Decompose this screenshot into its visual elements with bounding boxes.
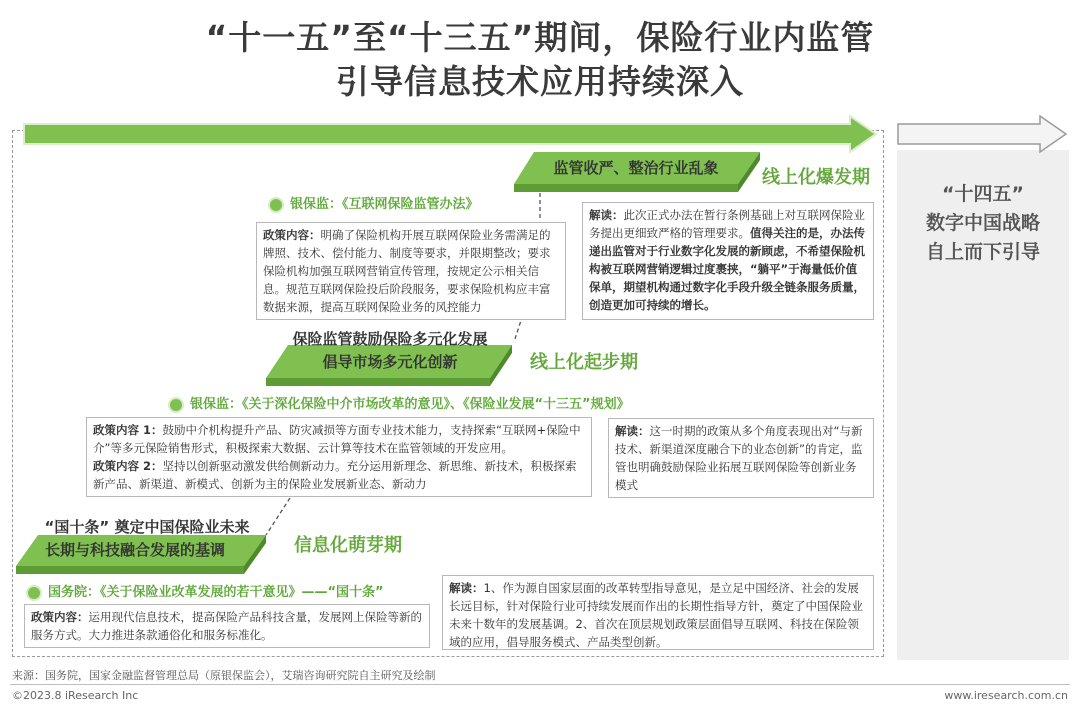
step-top-front: [514, 184, 738, 192]
step-mid-label-2: 倡导市场多元化创新: [322, 353, 458, 371]
timeline-arrow: [24, 116, 876, 152]
future-line-2: 数字中国战略: [925, 212, 1040, 234]
interpretation-box-2: 解读：这一时期的政策从多个角度表现出对“与新技术、新渠道深度融合下的业态创新”的肯定，监管也明确鼓励保险业拓展互联网保险等创新业务模式: [608, 418, 874, 498]
policy-box-3: 政策内容：运用现代信息技术，提高保险产品科技含量，发展网上保险等新的服务方式。大力推进条款通俗化和服务标准化。: [24, 604, 430, 648]
source-note: 来源：国务院，国家金融监督管理总局（原银保监会），艾瑞咨询研究院自主研究及绘制: [12, 669, 436, 682]
copyright: ©2023.8 iResearch Inc: [12, 689, 139, 702]
phase-startup: 线上化起步期: [530, 352, 638, 373]
policy-box-2: 政策内容 1：鼓励中介机构提升产品、防灾减损等方面专业技术能力，支持探索“互联网+保险中介”等多元保险销售形式，积极探索大数据、云计算等技术在监管领域的开发应用。 政策内容 2：坚持以创新驱动激发供给侧新动力。充分运用新理念、新思维、新技术，积极探索新产品、新渠道、新模式、创新为主的保险业发展新业态、新动力: [86, 417, 592, 497]
phase-sprout: 信息化萌芽期: [294, 535, 402, 556]
step-low-front: [16, 566, 244, 574]
phase-explosion: 线上化爆发期: [762, 167, 870, 188]
future-line-3: 自上而下引导: [925, 241, 1040, 263]
step-low-label-1: “国十条” 奠定中国保险业未来: [44, 518, 250, 536]
policy-box-1: 政策内容：明确了保险机构开展互联网保险业务需满足的牌照、技术、偿付能力、制度等要求，并限期整改；要求保险机构加强互联网营销宣传管理，按规定公示相关信息。规范互联网保险投后阶段服务，要求保险机构应丰富数据来源，提高互联网保险业务的风控能力: [256, 222, 566, 320]
footer-divider: [10, 684, 1070, 685]
future-arrow: [898, 116, 1066, 152]
green-dot-icon: [268, 197, 284, 213]
interpretation-box-1: 解读：此次正式办法在暂行条例基础上对互联网保险业务提出更细致严格的管理要求。值得关注的是，办法传递出监管对于行业数字化发展的新顾虑，不希望保险机构被互联网营销逻辑过度裹挟，“躺平”于海量低价值保单，期望机构通过数字化手段升级全链条服务质量，创造更加可持续的增长。: [582, 202, 874, 320]
future-heading: “十四五”: [942, 183, 1024, 205]
page-title-line2: 引导信息技术应用持续深入: [336, 62, 744, 101]
policy-node-3: 国务院：《关于保险业改革发展的若干意见》——“国十条”: [26, 581, 384, 601]
step-low-label-2: 长期与科技融合发展的基调: [44, 541, 225, 559]
green-dot-icon: [26, 585, 42, 601]
interpretation-box-3: 解读：1、作为源自国家层面的改革转型指导意见，是立足中国经济、社会的发展长远目标，针对保险行业可持续发展而作出的长期性指导方针，奠定了中国保险业未来十数年的发展基调。2、首次在顶层规划政策层面倡导互联网、科技在保险领域的应用，倡导服务模式、产品类型创新。: [442, 575, 874, 650]
step-top-label: 监管收严、整治行业乱象: [553, 159, 719, 177]
step-mid-front: [266, 378, 490, 386]
policy-node-2: 银保监：《关于深化保险中介市场改革的意见》、《保险业发展“十三五”规划》: [168, 393, 630, 413]
green-dot-icon: [168, 397, 184, 413]
policy-node-1: 银保监：《互联网保险监管办法》: [268, 193, 479, 213]
website: www.iresearch.com.cn: [944, 689, 1068, 702]
page-title-line1: “十一五”至“十三五”期间，保险行业内监管: [205, 18, 875, 57]
step-mid-label-1: 保险监管鼓励保险多元化发展: [292, 330, 488, 348]
